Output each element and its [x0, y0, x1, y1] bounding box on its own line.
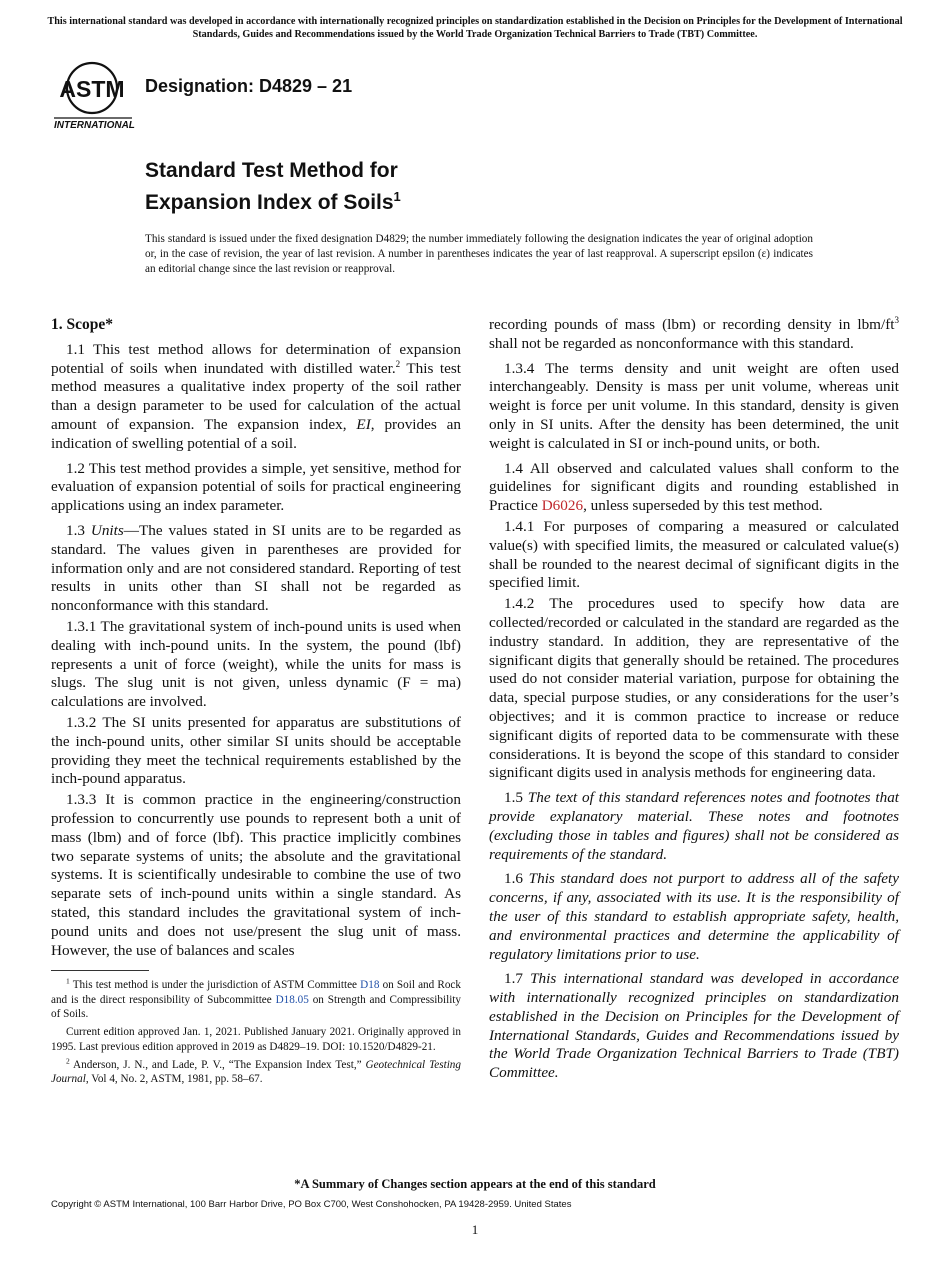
- para-number: 1.5: [504, 789, 528, 807]
- para-1-7: [489, 970, 899, 1083]
- footnote-ref: 2: [395, 358, 401, 369]
- top-notice: This international standard was developed in accordance with internationally recognized principles on standardization established in the Decision on Principles for the Development of International Standards, Guides and Recommendations issued by the World Trade Organization Technical Barriers to Trade (TBT) Committee.: [47, 16, 903, 40]
- subcommittee-d18-05-link[interactable]: D18.05: [275, 993, 309, 1006]
- para-1-3-4: 1.3.4 The terms density and unit weight are often used interchangeably. Density is mass per unit volume, whereas unit weight is force per unit volume. In this standard, density is given only in SI units. After the density has been determined, the unit weight is calculated in SI or inch-pound units, or both.: [489, 359, 899, 452]
- footnote-divider: [51, 970, 149, 971]
- para-text: shall not be regarded as nonconformance with this standard.: [489, 334, 854, 352]
- para-1-4-2: 1.4.2 The procedures used to specify how data are collected/recorded or calculated in the standard are regarded as the industry standard. In addition, they are representative of the significant digits that generally should be retained. The procedures used do not consider material variation, purpose for obtaining the data, special purpose studies, or any considerations for the user’s objectives; and it is common practice to increase or reduce significant digits of reported data to be commensurate with these considerations. It is beyond the scope of this standard to consider significant digits used in analysis methods for engineering data.: [489, 595, 899, 782]
- logo-letters: ASTM: [59, 76, 125, 102]
- superscript: 3: [894, 314, 899, 325]
- para-1-3-2: 1.3.2 The SI units presented for apparatus are substitutions of the inch-pound units, other similar SI units should be acceptable providing they meet the technical requirements established by the inch-pound apparatus.: [51, 713, 461, 788]
- para-text: This standard does not purport to address all of the safety concerns, if any, associated with its use. It is the responsibility of the user of this standard to establish appropriate safety, health, and environmental practices and determine the applicability of regulatory limitations prior to use.: [489, 870, 900, 963]
- para-text: , provides an indication of swelling potential of a soil.: [51, 415, 461, 452]
- summary-of-changes-note: *A Summary of Changes section appears at the end of this standard: [294, 1177, 656, 1191]
- para-text: —The values stated in SI units are to be regarded as standard. The values given in parentheses are provided for information only and are not considered standard. Reporting of test results in units other than SI shall not be regarded as nonconformance with this standard.: [51, 521, 461, 615]
- para-1-3: [51, 522, 461, 616]
- footnote-text: on Strength and Compressibility of Soils.: [51, 993, 462, 1021]
- document-title: [145, 158, 401, 216]
- footnote-mark: 2: [66, 1055, 70, 1065]
- para-1-1: [51, 341, 461, 454]
- footnote-text: Anderson, J. N., and Lade, P. V., “The Expansion Index Test,”: [69, 1058, 366, 1071]
- para-1-3-1: 1.3.1 The gravitational system of inch-pound units is used when dealing with inch-pound units. In the system, the pound (lbf) represents a unit of force (weight), while the units for mass is slugs. The slug unit is not given, unless dynamic (F = ma) calculations are involved.: [51, 617, 461, 711]
- section-heading-scope: 1. Scope*: [51, 316, 113, 333]
- para-text: This test method measures a qualitative index property of the soil rather than a design parameter to be used for calculation of the actual amount of expansion. The expansion index,: [51, 359, 461, 433]
- page-number: 1: [471, 1222, 479, 1237]
- para-text: 1.4 All observed and calculated values shall conform to the guidelines for significant digits and rounding established in Practice: [489, 459, 899, 515]
- right-column: [489, 316, 899, 1089]
- title-line-2: [145, 184, 401, 216]
- para-text: The text of this standard references notes and footnotes that provide explanatory material. These notes and footnotes (excluding those in tables and figures) shall not be considered as requirements of the standard.: [489, 789, 900, 863]
- para-1-6: [489, 870, 899, 964]
- para-1-5: [489, 789, 899, 864]
- journal-name: Geotechnical Testing Journal: [51, 1058, 461, 1086]
- para-number: 1.6: [504, 870, 529, 888]
- footnote-text: on Soil and Rock and is the direct responsibility of Subcommittee: [51, 979, 461, 1006]
- para-text: recording pounds of mass (lbm) or recording density in lbm/ft: [489, 316, 895, 333]
- footnote-1: [51, 978, 461, 1022]
- para-number: 1.3: [66, 521, 91, 539]
- footnote-2: [51, 1055, 461, 1087]
- designation: Designation: D4829 – 21: [145, 76, 353, 96]
- title-line-1: Standard Test Method for: [145, 159, 398, 182]
- footnote-text: This test method is under the jurisdiction of ASTM Committee: [69, 979, 361, 991]
- practice-d6026-link[interactable]: D6026: [541, 497, 584, 515]
- title-footnote-mark: 1: [393, 189, 401, 204]
- footnote-edition: Current edition approved Jan. 1, 2021. Published January 2021. Originally approved in 1995. Last previous edition approved in 2019 as D4829–19. DOI: 10.1520/D4829-21.: [51, 1026, 461, 1053]
- para-text: This international standard was developed in accordance with internationally recognized principles on standardization established in the Decision on Principles for the Development of International Standards, Guides and Recommendations issued by the World Trade Organization Technical Barriers to Trade (TBT) Committee.: [489, 970, 900, 1082]
- para-1-3-3-continued: [489, 316, 899, 354]
- para-number: 1.7: [504, 970, 531, 988]
- footnote-mark: 1: [66, 976, 70, 986]
- logo-subtitle: INTERNATIONAL: [54, 120, 135, 131]
- para-1-4-1: 1.4.1 For purposes of comparing a measured or calculated value(s) with specified limits, the measured or calculated value(s) shall be rounded to the nearest decimal of significant digits in the specified limit.: [489, 517, 899, 592]
- committee-d18-link[interactable]: D18: [360, 979, 380, 991]
- para-1-2: 1.2 This test method provides a simple, yet sensitive, method for evaluation of expansion potential of soils for practical engineering applications using an index parameter.: [51, 459, 461, 515]
- para-1-3-3: 1.3.3 It is common practice in the engineering/construction profession to concurrently use pounds to represent both a unit of mass (lbm) and of force (lbf). This practice implicitly combines two separate systems of units; the absolute and the gravitational systems. It is scientifically undesirable to combine the use of two separate sets of inch-pound units within a single standard. As stated, this standard includes the gravitational system of inch-pound units and does not use/present the slug unit of mass. However, the use of balances and scales: [51, 791, 461, 959]
- copyright-line: Copyright © ASTM International, 100 Barr Harbor Drive, PO Box C700, West Conshohocken, PA 19428-2959. United States: [51, 1199, 572, 1210]
- footnote-text: , Vol 4, No. 2, ASTM, 1981, pp. 58–67.: [85, 1073, 263, 1086]
- title-text: Expansion Index of Soils: [145, 191, 394, 214]
- issue-note: This standard is issued under the fixed designation D4829; the number immediately following the designation indicates the year of original adoption or, in the case of revision, the year of last revision. A number in parentheses indicates the year of last reapproval. A superscript epsilon (ε) indicates an editorial change since the last revision or reapproval.: [145, 233, 813, 275]
- footnotes: [51, 978, 461, 1090]
- astm-logo: [52, 58, 136, 132]
- left-column: [51, 316, 461, 962]
- units-term: Units: [90, 521, 124, 539]
- ei-term: EI: [356, 415, 371, 433]
- para-1-4: [489, 460, 899, 516]
- para-text: 1.1 This test method allows for determination of expansion potential of soils when inundated with distilled water.: [51, 340, 461, 377]
- para-text: , unless superseded by this test method.: [583, 497, 823, 515]
